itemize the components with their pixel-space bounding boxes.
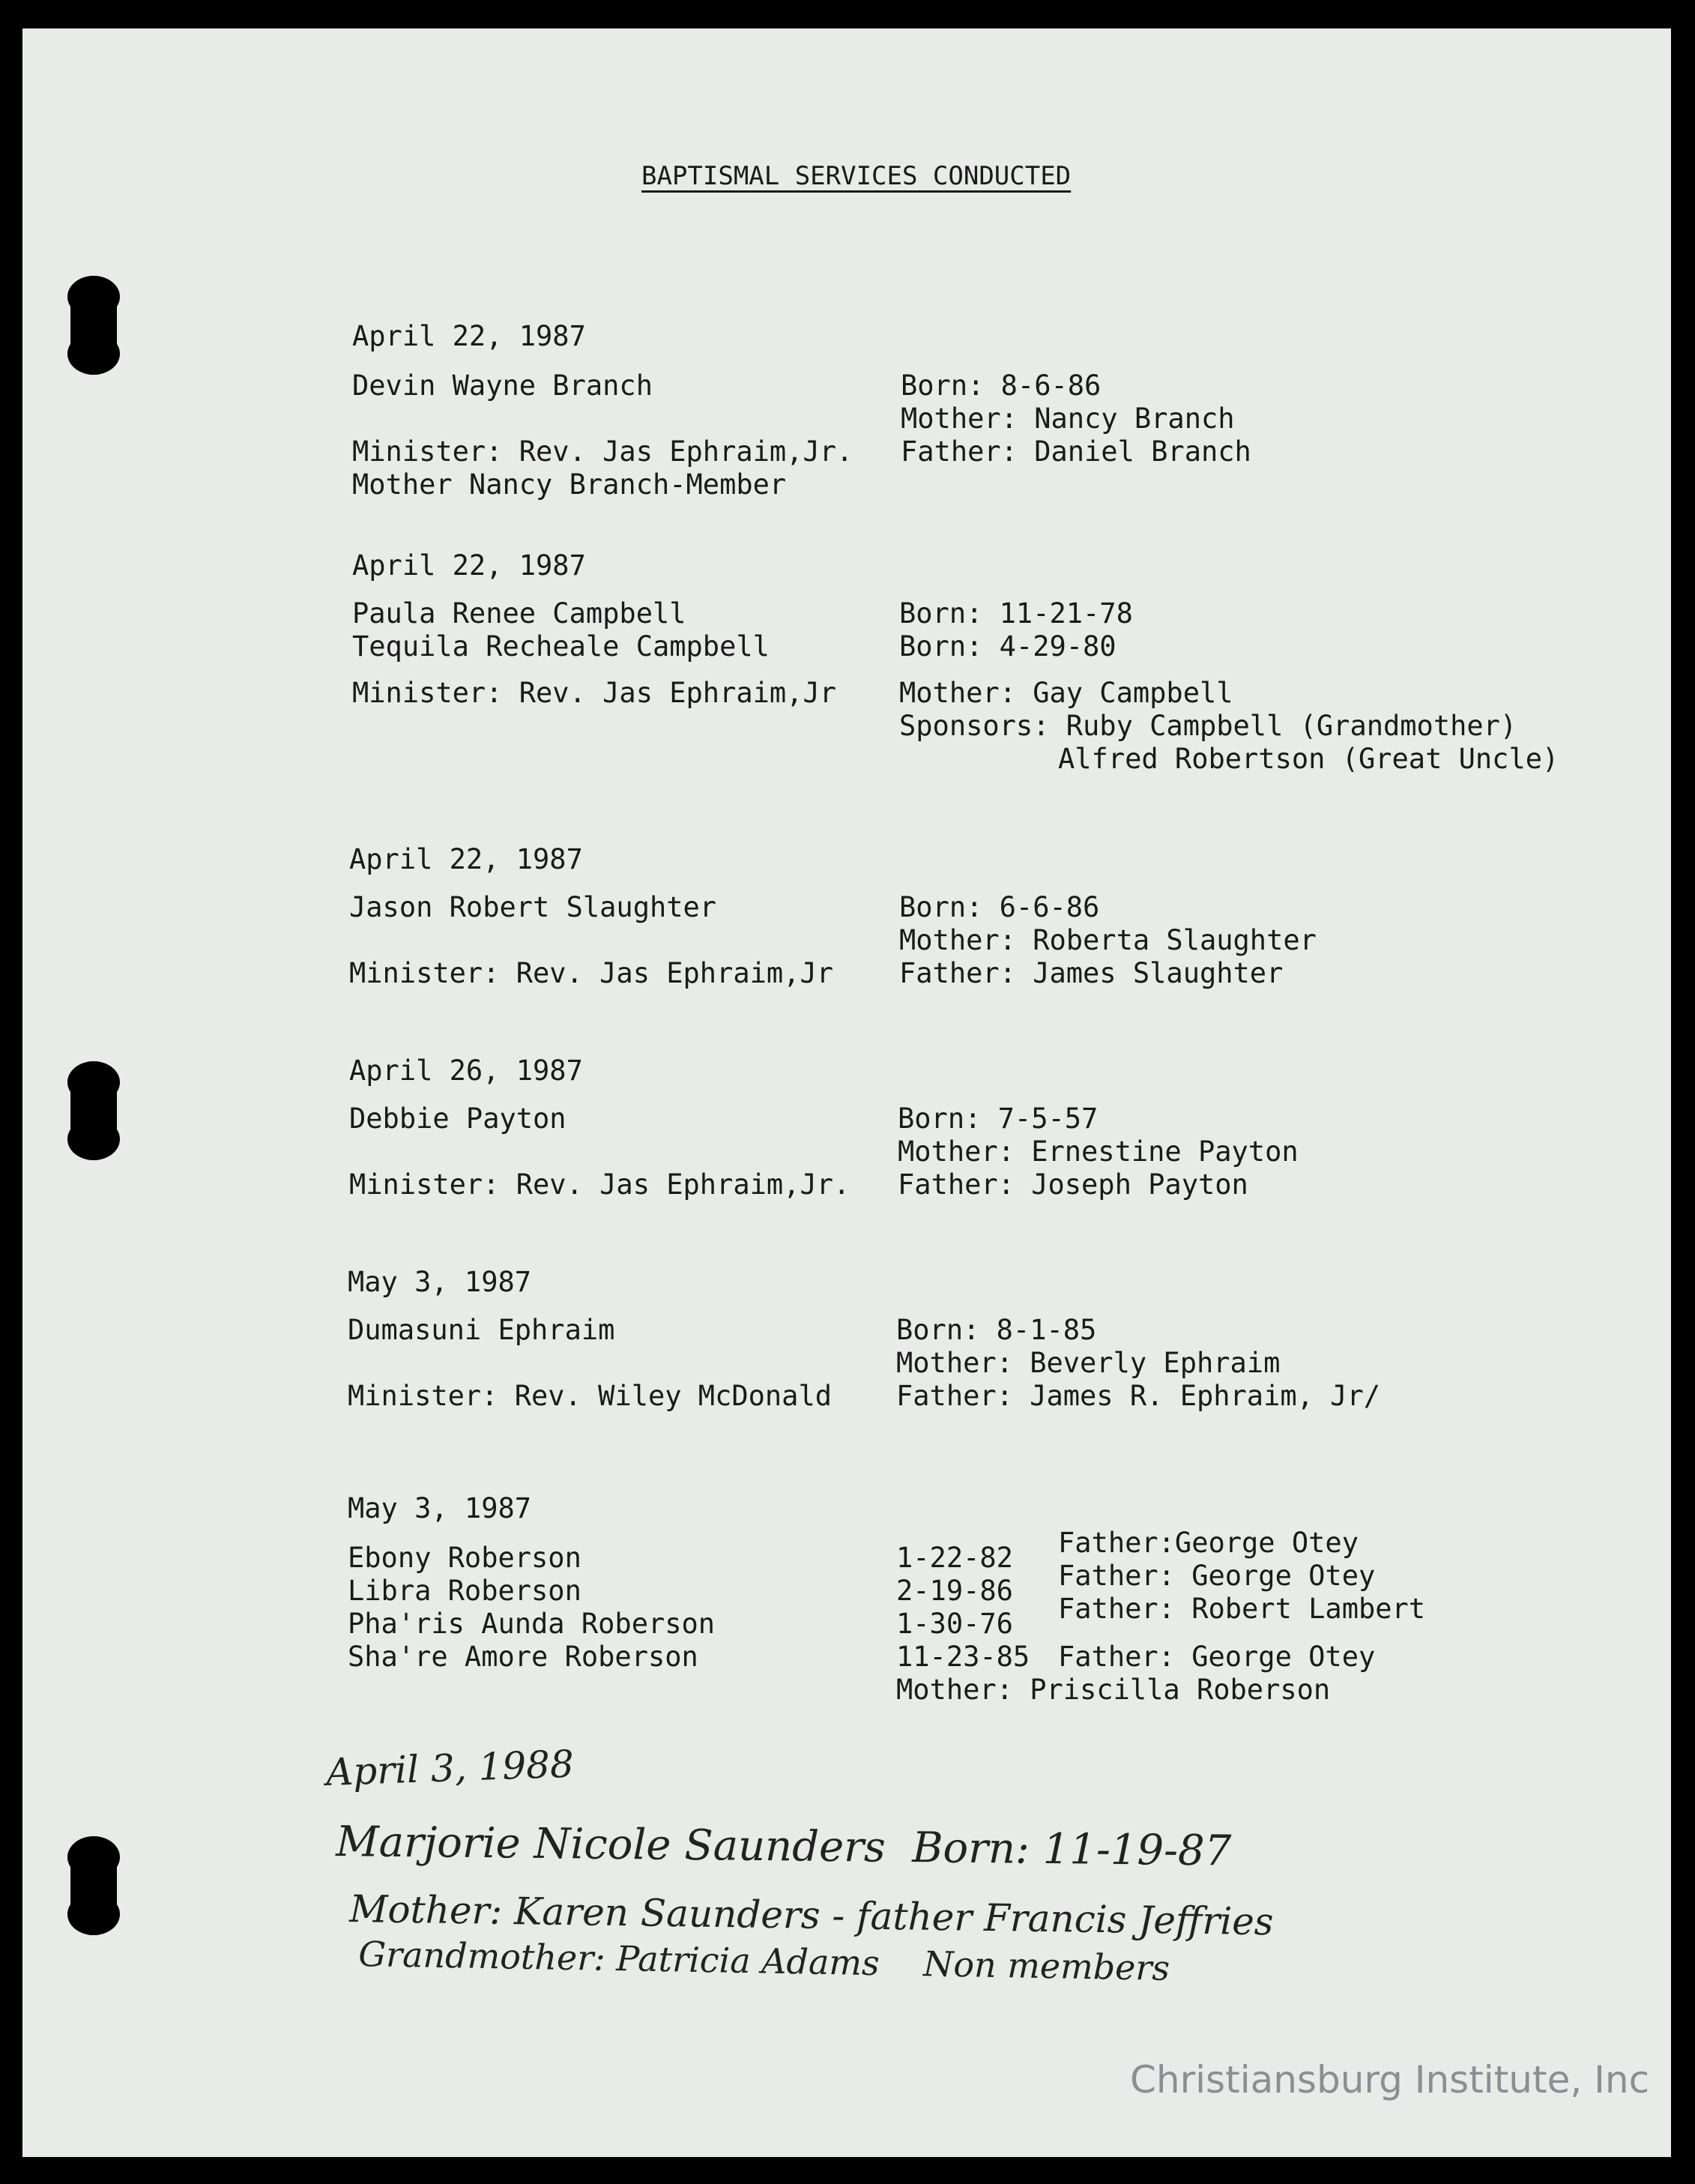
entry-4-minister: Minister: Rev. Jas Ephraim,Jr. (349, 1168, 850, 1201)
document-page (22, 28, 1671, 2157)
handwritten-grandmother-line: Grandmother: Patricia Adams Non members (357, 1934, 1170, 1988)
entry-5-name: Dumasuni Ephraim (348, 1314, 615, 1346)
punch-hole-middle (70, 1061, 117, 1160)
entry-1-date: April 22, 1987 (352, 320, 586, 352)
entry-4-born: Born: 7-5-57 (898, 1102, 1099, 1135)
entry-1-note: Mother Nancy Branch-Member (352, 468, 787, 501)
entry-1-minister: Minister: Rev. Jas Ephraim,Jr. (352, 435, 853, 468)
punch-hole-top (70, 276, 117, 375)
entry-6-name-2: Libra Roberson (348, 1575, 581, 1607)
entry-3-father: Father: James Slaughter (899, 957, 1284, 989)
entry-5-mother: Mother: Beverly Ephraim (896, 1347, 1281, 1379)
entry-6-date: May 3, 1987 (348, 1492, 532, 1524)
entry-6-name-3: Pha'ris Aunda Roberson (348, 1608, 716, 1640)
entry-3-mother: Mother: Roberta Slaughter (899, 924, 1317, 956)
handwritten-date: April 3, 1988 (325, 1742, 575, 1794)
entry-2-mother: Mother: Gay Campbell (899, 677, 1233, 709)
entry-4-date: April 26, 1987 (349, 1055, 583, 1087)
entry-2-date: April 22, 1987 (352, 549, 586, 582)
entry-6-father-4: Father: George Otey (1058, 1641, 1376, 1673)
entry-6-father-3: Father: Robert Lambert (1058, 1593, 1426, 1625)
entry-6-birth-1: 1-22-82 (896, 1542, 1013, 1574)
entry-6-father-2: Father: George Otey (1058, 1560, 1376, 1592)
entry-4-mother: Mother: Ernestine Payton (898, 1135, 1299, 1168)
entry-6-father-1: Father:George Otey (1058, 1527, 1359, 1559)
handwritten-parents-line: Mother: Karen Saunders - father Francis Jeffries (348, 1887, 1274, 1944)
entry-3-born: Born: 6-6-86 (899, 891, 1100, 923)
entry-1-mother: Mother: Nancy Branch (901, 402, 1235, 435)
entry-6-name-4: Sha're Amore Roberson (348, 1641, 698, 1673)
handwritten-name-line: Marjorie Nicole Saunders Born: 11-19-87 (335, 1818, 1232, 1876)
entry-2-sponsor-2: Alfred Robertson (Great Uncle) (1058, 743, 1559, 775)
entry-2-name-1: Paula Renee Campbell (352, 597, 686, 630)
entry-5-father: Father: James R. Ephraim, Jr/ (896, 1380, 1381, 1412)
entry-2-minister: Minister: Rev. Jas Ephraim,Jr (352, 677, 837, 709)
entry-3-name: Jason Robert Slaughter (349, 891, 717, 923)
watermark: Christiansburg Institute, Inc (1130, 2058, 1650, 2102)
entry-2-born-2: Born: 4-29-80 (899, 630, 1117, 663)
entry-2-sponsor-1: Sponsors: Ruby Campbell (Grandmother) (899, 710, 1517, 742)
entry-1-father: Father: Daniel Branch (901, 435, 1251, 468)
entry-4-name: Debbie Payton (349, 1102, 566, 1135)
entry-5-minister: Minister: Rev. Wiley McDonald (348, 1380, 833, 1412)
entry-5-born: Born: 8-1-85 (896, 1314, 1097, 1346)
entry-6-birth-3: 1-30-76 (896, 1608, 1013, 1640)
entry-6-name-1: Ebony Roberson (348, 1542, 581, 1574)
page-title: BAPTISMAL SERVICES CONDUCTED (641, 161, 1072, 191)
entry-2-name-2: Tequila Recheale Campbell (352, 630, 770, 663)
entry-4-father: Father: Joseph Payton (898, 1168, 1248, 1201)
entry-6-birth-4: 11-23-85 (896, 1641, 1030, 1673)
entry-6-birth-2: 2-19-86 (896, 1575, 1013, 1607)
entry-1-name: Devin Wayne Branch (352, 369, 653, 402)
entry-3-minister: Minister: Rev. Jas Ephraim,Jr (349, 957, 834, 989)
entry-6-mother: Mother: Priscilla Roberson (896, 1674, 1331, 1706)
entry-3-date: April 22, 1987 (349, 843, 583, 875)
entry-5-date: May 3, 1987 (348, 1266, 532, 1298)
entry-2-born-1: Born: 11-21-78 (899, 597, 1133, 630)
entry-1-born: Born: 8-6-86 (901, 369, 1102, 402)
punch-hole-bottom (70, 1836, 117, 1935)
